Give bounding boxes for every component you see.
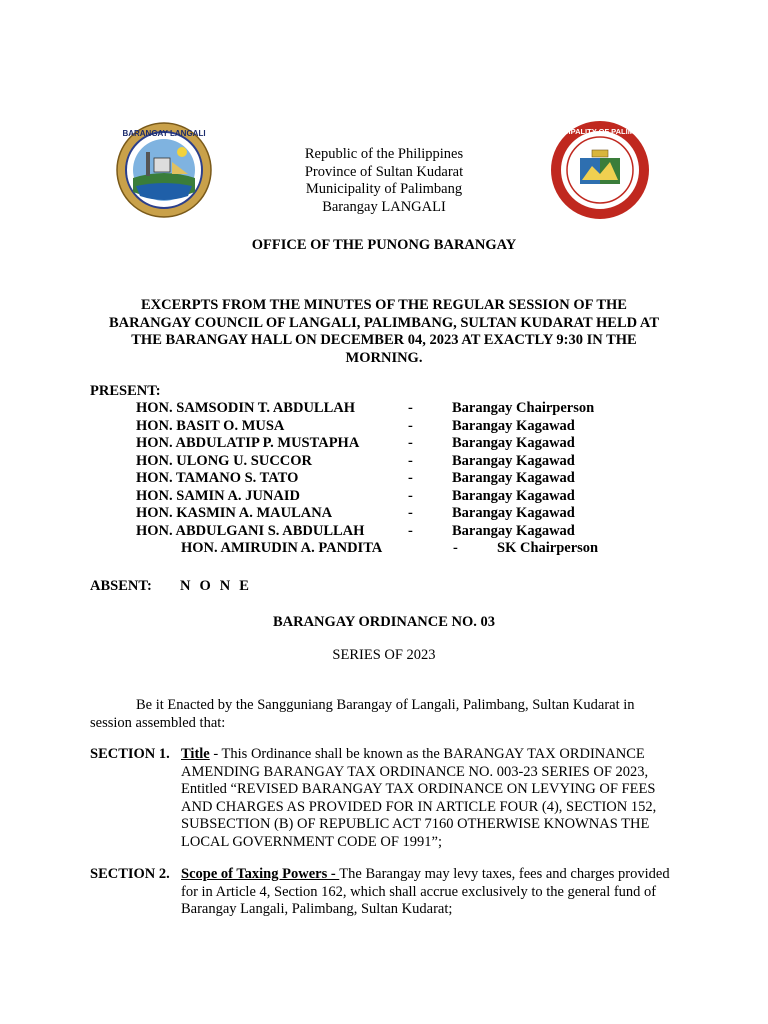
member-role: Barangay Kagawad <box>452 417 575 434</box>
member-row <box>136 505 656 523</box>
section-body <box>181 746 681 851</box>
member-name: HON. ULONG U. SUCCOR <box>136 452 313 469</box>
member-dash: - <box>408 417 413 434</box>
section-label: SECTION 1. <box>90 746 170 762</box>
excerpt-line: BARANGAY COUNCIL OF LANGALI, PALIMBANG, SULTAN KUDARAT HELD AT <box>108 314 659 331</box>
excerpt-line: EXCERPTS FROM THE MINUTES OF THE REGULAR SESSION OF THE <box>141 297 627 313</box>
member-name: HON. AMIRUDIN A. PANDITA <box>181 540 383 556</box>
present-label: PRESENT: <box>90 383 161 399</box>
enacting-line: session assembled that: <box>90 714 226 731</box>
absent-value: NONE <box>180 578 258 594</box>
member-dash: - <box>408 435 413 451</box>
member-role: Barangay Kagawad <box>452 470 575 486</box>
member-name: HON. SAMIN A. JUNAID <box>136 487 300 504</box>
svg-text:BARANGAY LANGALI: BARANGAY LANGALI <box>122 129 206 138</box>
excerpt-line: MORNING. <box>345 349 423 366</box>
section-label: SECTION 2. <box>90 866 170 882</box>
absent-label: ABSENT: <box>90 578 152 594</box>
member-role: Barangay Kagawad <box>452 435 575 451</box>
member-name: HON. TAMANO S. TATO <box>136 470 299 486</box>
ordinance-number: BARANGAY ORDINANCE NO. 03 <box>272 614 496 630</box>
section-text: - This Ordinance shall be known as the BARANGAY TAX ORDINANCE AMENDING BARANGAY TAX ORDINANCE NO. 003-23 SERIES OF 2023, Entitled “REVISED BARANGAY TAX ORDINANCE ON LEVYING OF FEES AND CHARGES AS PROVIDED FOR IN ARTICLE FOUR (4), SECTION 152, SUBSECTION (B) OF REPUBLIC ACT 7160 OTHERWISE KNOWNAS THE LOCAL GOVERNMENT CODE OF 1991”; <box>181 746 657 850</box>
section-heading: Title <box>181 746 210 762</box>
municipality-palimbang-seal <box>543 122 657 218</box>
excerpt-line: THE BARANGAY HALL ON DECEMBER 04, 2023 AT EXACTLY 9:30 IN THE <box>131 332 637 348</box>
member-row <box>136 418 656 436</box>
member-row <box>136 400 656 418</box>
excerpt-heading <box>90 297 678 367</box>
member-row <box>136 435 656 453</box>
letterhead <box>234 146 534 216</box>
member-dash: - <box>408 522 413 539</box>
member-dash: - <box>408 487 413 504</box>
barangay-langali-seal <box>116 122 212 218</box>
member-name: HON. SAMSODIN T. ABDULLAH <box>136 400 356 416</box>
member-dash: - <box>408 505 413 521</box>
office-title: OFFICE OF THE PUNONG BARANGAY <box>251 237 517 253</box>
member-role: SK Chairperson <box>497 540 599 556</box>
member-dash: - <box>408 470 413 486</box>
member-role: Barangay Kagawad <box>452 505 575 521</box>
member-role: Barangay Kagawad <box>452 487 575 504</box>
letterhead-line: Republic of the Philippines <box>304 146 464 162</box>
member-name: HON. ABDULGANI S. ABDULLAH <box>136 522 365 539</box>
member-name: HON. ABDULATIP P. MUSTAPHA <box>136 435 360 451</box>
member-row <box>136 470 656 488</box>
section-text: The Barangay may levy taxes, fees and charges provided for in Article 4, Section 162, which shall accrue exclusively to the general fund of Barangay Langali, Palimbang, Sultan Kudarat; <box>181 866 670 917</box>
enacting-line: Be it Enacted by the Sangguniang Barangay of Langali, Palimbang, Sultan Kudarat in <box>136 697 635 713</box>
member-role: Barangay Kagawad <box>452 522 575 539</box>
member-row <box>136 488 656 506</box>
section-heading: Scope of Taxing Powers - <box>181 866 340 882</box>
svg-text:MUNICIPALITY OF PALIMBANG: MUNICIPALITY OF PALIMBANG <box>543 127 657 136</box>
section-body <box>181 866 681 919</box>
member-dash: - <box>408 400 413 416</box>
letterhead-line: Province of Sultan Kudarat <box>304 163 464 180</box>
letterhead-line: Municipality of Palimbang <box>305 181 463 197</box>
member-dash: - <box>408 452 413 469</box>
member-role: Barangay Chairperson <box>452 400 595 416</box>
member-role: Barangay Kagawad <box>452 452 575 469</box>
letterhead-line: Barangay LANGALI <box>322 198 446 215</box>
ordinance-series: SERIES OF 2023 <box>332 647 436 663</box>
member-dash: - <box>453 540 458 556</box>
member-row <box>136 453 656 471</box>
member-name: HON. KASMIN A. MAULANA <box>136 505 333 521</box>
member-row <box>181 540 651 558</box>
member-name: HON. BASIT O. MUSA <box>136 417 285 434</box>
enacting-clause <box>90 697 670 732</box>
member-row <box>136 523 656 541</box>
